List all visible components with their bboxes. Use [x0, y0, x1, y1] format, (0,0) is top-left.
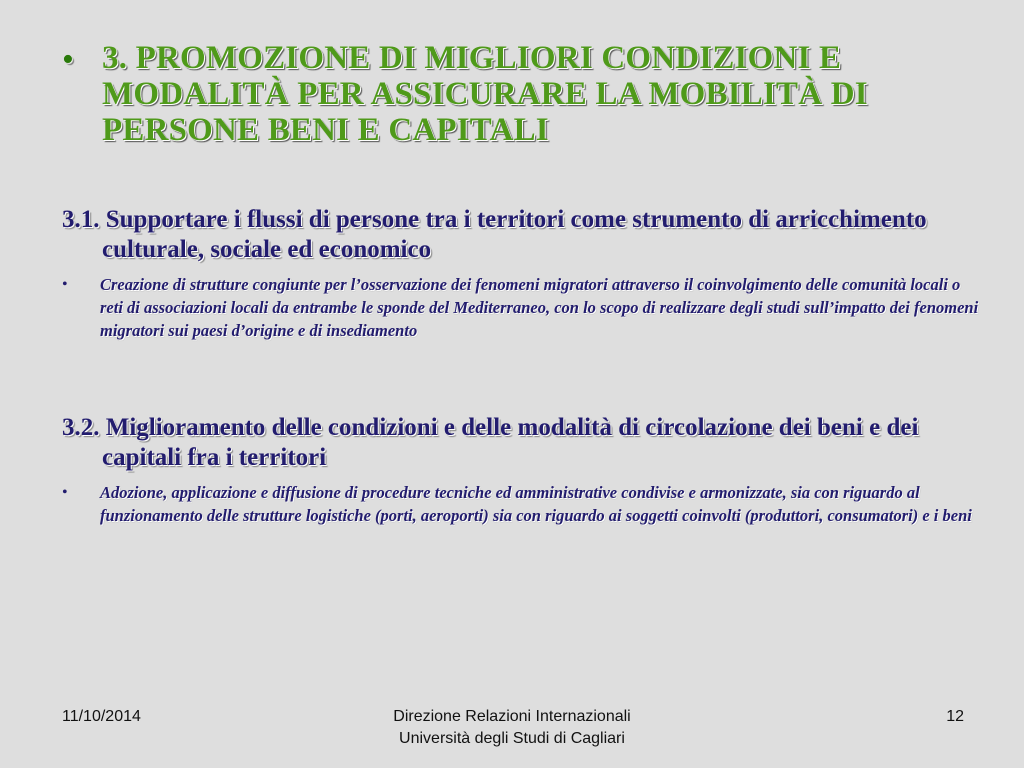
- footer-org-line1: Direzione Relazioni Internazionali: [393, 708, 631, 725]
- slide-title: [62, 40, 982, 148]
- list-item-text: Creazione di strutture congiunte per l’osservazione dei fenomeni migratori attraverso il coinvolgimento delle comunità locali o reti di associazioni locali da entrambe le sponde del Mediterraneo, con lo scopo di realizzare degli studi sull’impatto dei fenomeni migratori sui paesi d’origine e di insediamento: [100, 275, 979, 340]
- section-heading: 3.1. Supportare i flussi di persone tra i territori come strumento di arricchimento culturale, sociale ed economico: [62, 206, 927, 263]
- list-item-text: Adozione, applicazione e diffusione di procedure tecniche ed amministrative condivise e armonizzate, sia con riguardo al funzionamento delle strutture logistiche (porti, aeroporti) sia con riguardo ai soggetti coinvolti (produttori, consumatori) e i beni: [100, 483, 972, 525]
- footer-date: 11/10/2014: [62, 708, 141, 725]
- title-bullet: •: [62, 41, 74, 78]
- bullet-icon: •: [62, 276, 68, 293]
- page-number: 12: [946, 708, 964, 725]
- title-text: 3. PROMOZIONE DI MIGLIORI CONDIZIONI E MODALITÀ PER ASSICURARE LA MOBILITÀ DI PERSONE BENI E CAPITALI: [102, 40, 868, 148]
- section-3-2: [62, 413, 982, 527]
- section-heading: 3.2. Miglioramento delle condizioni e delle modalità di circolazione dei beni e dei capitali fra i territori: [62, 414, 919, 471]
- list-item: [62, 273, 982, 342]
- section-3-1: [62, 205, 982, 342]
- footer-organization: [312, 706, 712, 750]
- list-item: [62, 481, 982, 527]
- bullet-icon: •: [62, 484, 68, 501]
- footer-org-line2: Università degli Studi di Cagliari: [399, 730, 625, 747]
